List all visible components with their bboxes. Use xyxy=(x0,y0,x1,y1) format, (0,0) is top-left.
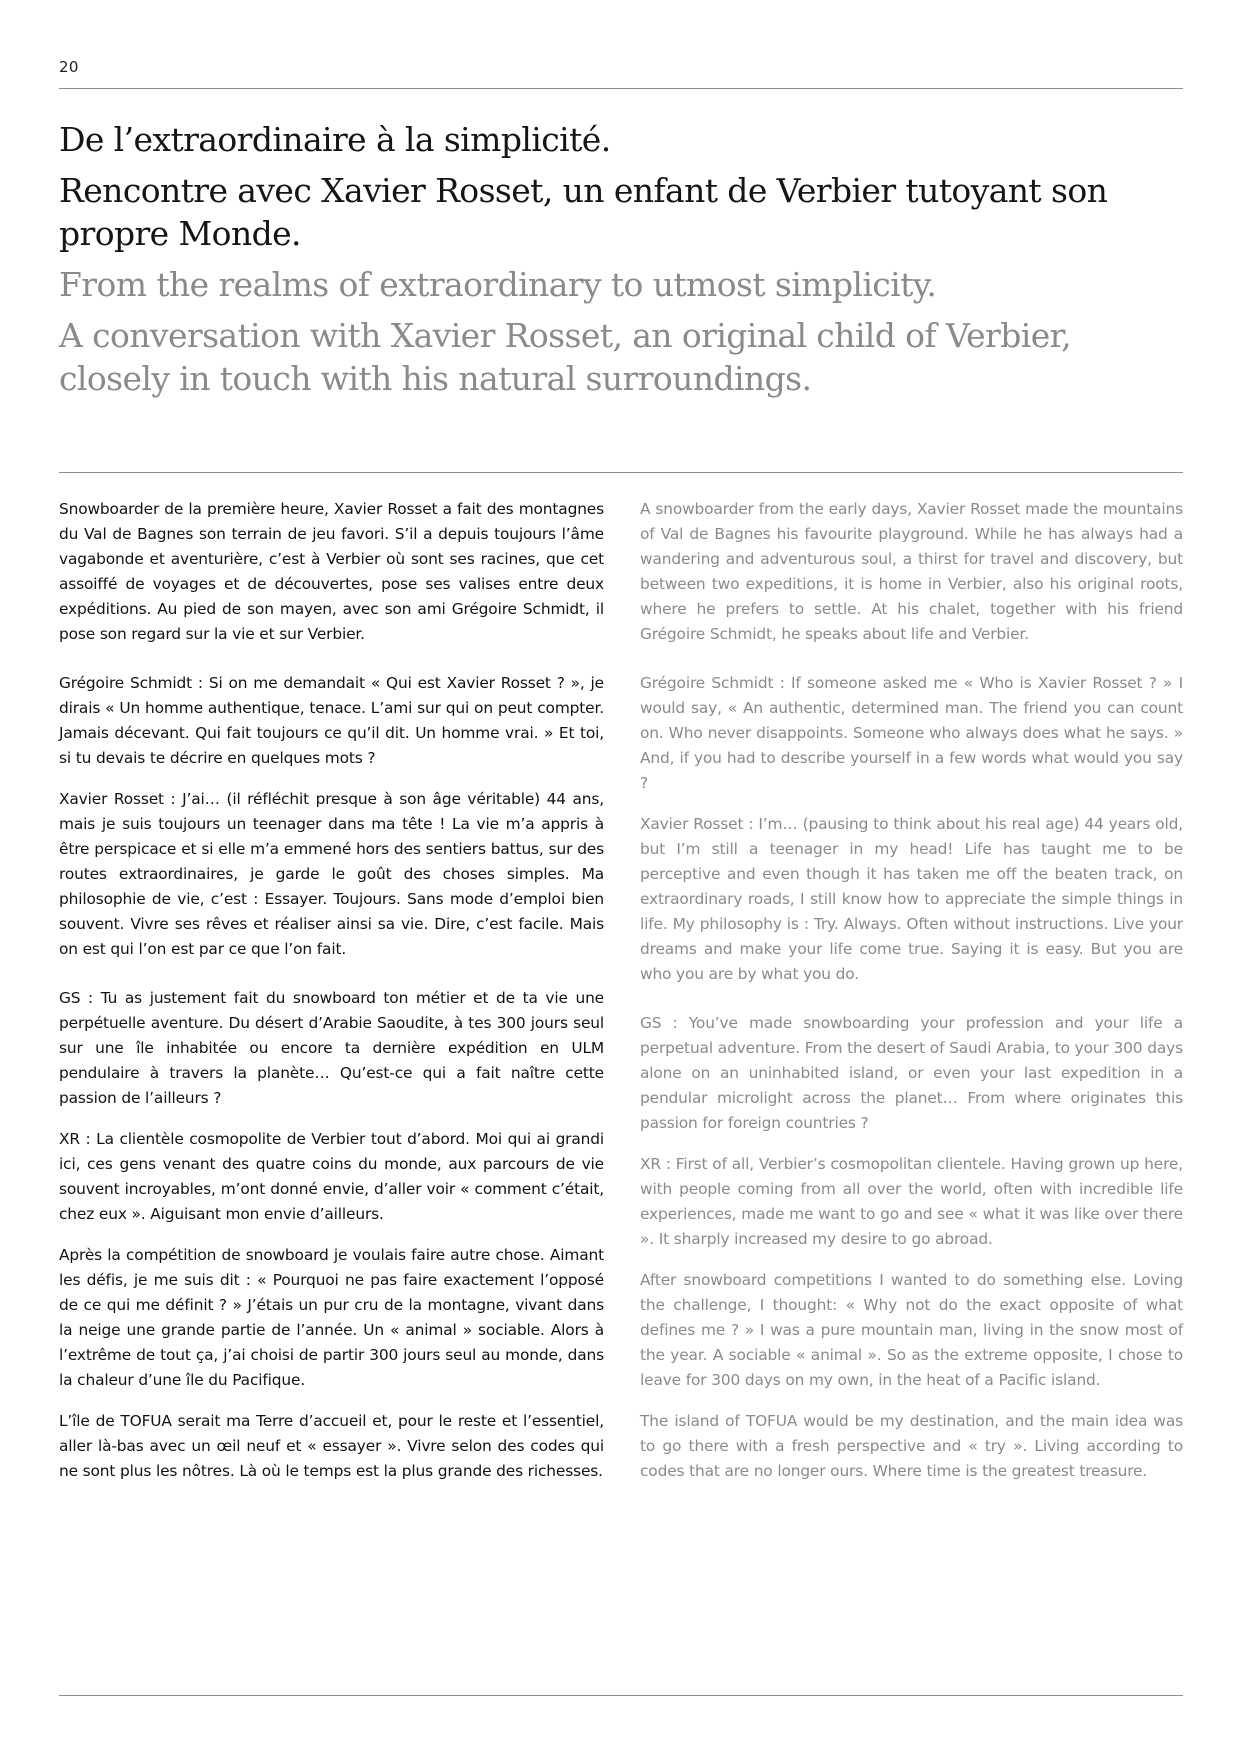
paragraph-fr-answer-1: Xavier Rosset : J’ai… (il réfléchit presque à son âge véritable) 44 ans, mais je suis toujours un teenager dans ma tête ! La vie m’a appris à être perspicace et si elle m’a emmené hors des sentiers battus, sur des routes extraordinaires, je garde le goût des choses simples. Ma philosophie de vie, c’est : Essayer. Toujours. Sans mode d’emploi bien souvent. Vivre ses rêves et réaliser ainsi sa vie. Dire, c’est facile. Mais on est qui l’on est par ce que l’on fait. xyxy=(59,790,604,958)
article-body xyxy=(59,497,1183,1508)
headline-english-title: From the realms of extraordinary to utmost simplicity. xyxy=(59,265,937,304)
headline-french-subtitle: Rencontre avec Xavier Rosset, un enfant de Verbier tutoyant son propre Monde. xyxy=(59,171,1108,253)
paragraph-en-answer-2: XR : First of all, Verbier’s cosmopolitan clientele. Having grown up here, with people coming from all over the world, often with incredible life experiences, made me want to go and see « what it was like over there ». It sharply increased my desire to go abroad. xyxy=(640,1155,1183,1248)
headline-divider xyxy=(59,472,1183,473)
paragraph-fr-answer-2b: Après la compétition de snowboard je voulais faire autre chose. Aimant les défis, je me suis dit : « Pourquoi ne pas faire exactement l’opposé de ce qui me définit ? » J’étais un pur cru de la montagne, vivant dans la neige une grande partie de l’année. Un « animal » sociable. Alors à l’extrême de tout ça, j’ai choisi de partir 300 jours seul au monde, dans la chaleur d’une île du Pacifique. xyxy=(59,1246,604,1389)
top-divider xyxy=(59,88,1183,89)
page-number: 20 xyxy=(59,58,79,76)
paragraph-en-answer-2c: The island of TOFUA would be my destination, and the main idea was to go there with a fresh perspective and « try ». Living according to codes that are no longer ours. Where time is the greatest treasure. xyxy=(640,1412,1183,1480)
paragraph-en-question-2: GS : You’ve made snowboarding your profession and your life a perpetual adventure. From the desert of Saudi Arabia, to your 300 days alone on an uninhabited island, or even your last expedition in a pendular microlight across the planet… From where originates this passion for foreign countries ? xyxy=(640,1014,1183,1132)
headline-english-subtitle: A conversation with Xavier Rosset, an original child of Verbier, closely in touch with his natural surroundings. xyxy=(59,316,1072,398)
paragraph-en-answer-2b: After snowboard competitions I wanted to do something else. Loving the challenge, I thought: « Why not do the exact opposite of what defines me ? » I was a pure mountain man, living in the snow most of the year. A sociable « animal ». So as the extreme opposite, I chose to leave for 300 days on my own, in the heat of a Pacific island. xyxy=(640,1271,1183,1389)
headline-french-title: De l’extraordinaire à la simplicité. xyxy=(59,120,611,159)
paragraph-fr-question-2: GS : Tu as justement fait du snowboard ton métier et de ta vie une perpétuelle aventure. Du désert d’Arabie Saoudite, à tes 300 jours seul sur une île inhabitée ou encore ta dernière expédition en ULM pendulaire à travers la planète… Qu’est-ce qui a fait naître cette passion de l’ailleurs ? xyxy=(59,989,604,1107)
paragraph-en-answer-1: Xavier Rosset : I’m… (pausing to think about his real age) 44 years old, but I’m still a teenager in my head! Life has taught me to be perceptive and even though it has taken me off the beaten track, on extraordinary roads, I still know how to appreciate the simple things in life. My philosophy is : Try. Always. Often without instructions. Live your dreams and make your life come true. Saying it is easy. But you are who you are by what you do. xyxy=(640,815,1183,983)
paragraph-fr-question-1: Grégoire Schmidt : Si on me demandait « Qui est Xavier Rosset ? », je dirais « Un homme authentique, tenace. L’ami sur qui on peut compter. Jamais décevant. Qui fait toujours ce qu’il dit. Un homme vrai. » Et toi, si tu devais te décrire en quelques mots ? xyxy=(59,674,604,767)
paragraph-fr-answer-2: XR : La clientèle cosmopolite de Verbier tout d’abord. Moi qui ai grandi ici, ces gens venant des quatre coins du monde, aux parcours de vie souvent incroyables, m’ont donné envie, d’aller voir « comment c’était, chez eux ». Aiguisant mon envie d’ailleurs. xyxy=(59,1130,604,1223)
paragraph-fr-answer-2c: L’île de TOFUA serait ma Terre d’accueil et, pour le reste et l’essentiel, aller là-bas avec un œil neuf et « essayer ». Vivre selon des codes qui ne sont plus les nôtres. Là où le temps est la plus grande des richesses. xyxy=(59,1412,604,1480)
paragraph-en-question-1: Grégoire Schmidt : If someone asked me « Who is Xavier Rosset ? » I would say, « An authentic, determined man. The friend you can count on. Who never disappoints. Someone who always does what he says. » And, if you had to describe yourself in a few words what would you say ? xyxy=(640,674,1183,792)
english-column xyxy=(640,497,1183,1508)
paragraph-fr-intro: Snowboarder de la première heure, Xavier Rosset a fait des montagnes du Val de Bagnes son terrain de jeu favori. S’il a depuis toujours l’âme vagabonde et aventurière, c’est à Verbier où sont ses racines, que cet assoiffé de voyages et de découvertes, pose ses valises entre deux expéditions. Au pied de son mayen, avec son ami Grégoire Schmidt, il pose son regard sur la vie et sur Verbier. xyxy=(59,500,604,643)
paragraph-en-intro: A snowboarder from the early days, Xavier Rosset made the mountains of Val de Bagnes his favourite playground. While he has always had a wandering and adventurous soul, a thirst for travel and discovery, but between two expeditions, it is home in Verbier, also his original roots, where he prefers to settle. At his chalet, together with his friend Grégoire Schmidt, he speaks about life and Verbier. xyxy=(640,500,1183,643)
french-column xyxy=(59,497,604,1508)
article-headline xyxy=(59,118,1183,400)
bottom-divider xyxy=(59,1695,1183,1696)
